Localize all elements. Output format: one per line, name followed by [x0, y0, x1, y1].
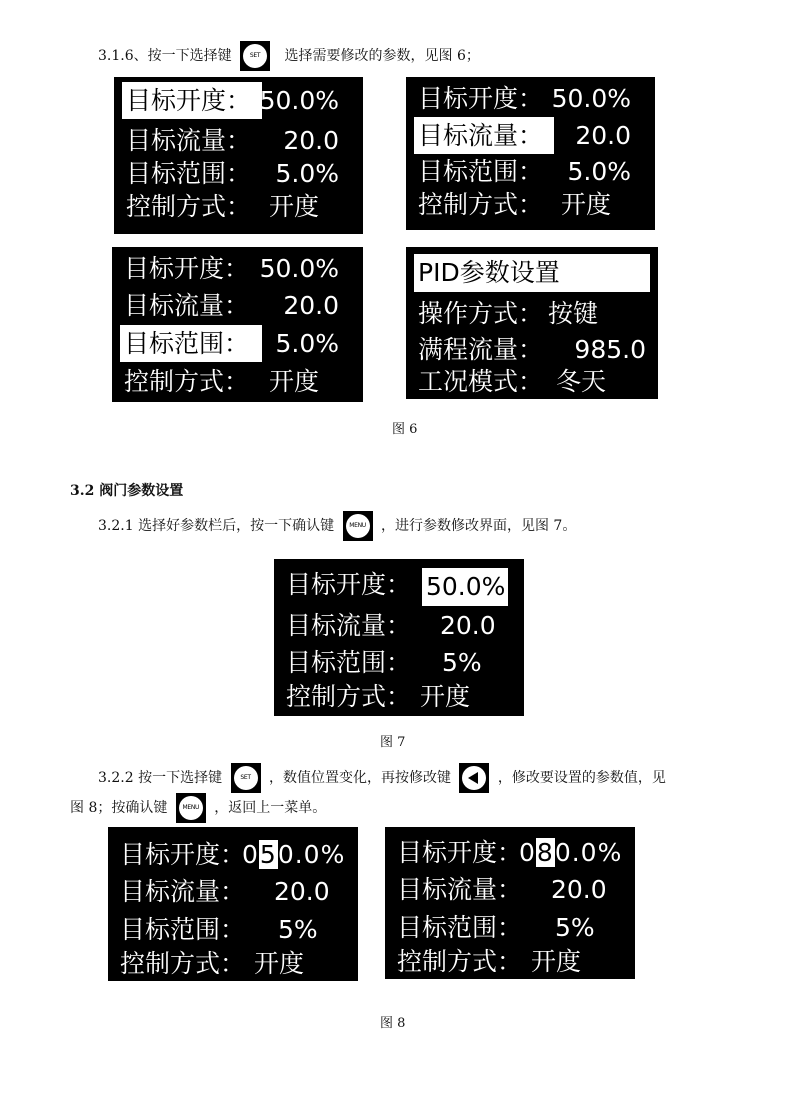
field-value: 5.0% [275, 159, 339, 188]
step-text: 3.2.1 选择好参数栏后，按一下确认键 [98, 518, 335, 534]
field-value: 50.0% [426, 572, 506, 601]
field-label: 目标范围： [418, 157, 544, 186]
menu-key-icon [343, 511, 373, 541]
step-text: ，数值位置变化，再按修改键 [268, 770, 451, 786]
figure-caption: 图 7 [380, 735, 406, 750]
lcd-screen-fig6-3 [112, 247, 363, 402]
field-value: 20.0 [274, 877, 330, 906]
field-label: 目标流量： [120, 877, 246, 906]
edit-cursor: 8 [536, 838, 554, 867]
field-label: 工况模式： [418, 367, 544, 396]
field-value: 50.0% [259, 86, 339, 115]
lcd-screen-fig7 [274, 559, 524, 716]
field-value: 20.0 [283, 126, 339, 155]
field-label: 目标开度： [286, 570, 412, 599]
edit-cursor: 5 [259, 840, 277, 869]
step-text: ，进行参数修改界面，见图 7。 [380, 518, 577, 534]
step-text: 图 8；按确认键 [70, 800, 168, 816]
step-3-1-6 [98, 41, 480, 71]
field-value: 5% [442, 648, 482, 677]
menu-key-label: MENU [346, 514, 370, 538]
figure-caption: 图 6 [392, 422, 418, 437]
field-label: 控制方式： [397, 947, 523, 976]
field-label: 目标流量： [418, 121, 544, 150]
field-label: 目标开度： [418, 84, 544, 113]
lcd-screen-fig8-1 [108, 827, 358, 981]
value-digit: 0 [519, 838, 536, 867]
field-value: 开度 [269, 367, 320, 396]
menu-title: PID参数设置 [418, 258, 560, 287]
field-value: 20.0 [551, 875, 607, 904]
field-value: 冬天 [556, 367, 607, 396]
step-3-2-1 [98, 511, 576, 541]
menu-key-label: MENU [179, 796, 203, 820]
field-value: 50.0% [259, 254, 339, 283]
lcd-screen-fig6-2 [406, 77, 655, 230]
field-value: 开度 [531, 947, 582, 976]
field-value: 985.0 [574, 335, 646, 364]
field-value: 开度 [254, 949, 305, 978]
field-label: 控制方式： [124, 367, 250, 396]
field-label: 控制方式： [126, 192, 252, 221]
field-label: 目标流量： [286, 611, 412, 640]
step-3-2-2 [98, 763, 666, 793]
lcd-screen-fig6-1 [114, 77, 363, 234]
field-label: 目标范围： [286, 648, 412, 677]
field-value: 20.0 [440, 611, 496, 640]
field-value: 开度 [420, 682, 471, 711]
step-text: 3.2.2 按一下选择键 [98, 770, 223, 786]
step-3-2-2-cont [70, 793, 326, 823]
field-label: 操作方式： [418, 299, 544, 328]
field-label: 目标范围： [126, 159, 252, 188]
field-value: 50.0% [551, 84, 631, 113]
section-heading: 3.2 阀门参数设置 [70, 483, 184, 499]
field-value: 开度 [269, 192, 320, 221]
left-arrow-key-icon [459, 763, 489, 793]
lcd-screen-fig8-2 [385, 827, 635, 979]
set-key-label: SET [234, 766, 258, 790]
field-label: 满程流量： [418, 335, 544, 364]
field-label: 目标范围： [124, 329, 250, 358]
field-value: 20.0 [283, 291, 339, 320]
field-label: 目标开度： [126, 86, 252, 115]
set-key-icon [240, 41, 270, 71]
menu-key-icon [176, 793, 206, 823]
field-label: 目标流量： [126, 126, 252, 155]
set-key-label: SET [243, 44, 267, 68]
field-value: 按键 [548, 299, 599, 328]
value-digits: 0.0% [554, 838, 623, 867]
field-value: 5.0% [567, 157, 631, 186]
field-label: 控制方式： [286, 682, 412, 711]
field-label: 目标范围： [120, 915, 246, 944]
field-value: 5% [278, 915, 318, 944]
lcd-screen-fig6-4 [406, 247, 658, 399]
field-value: 开度 [561, 190, 612, 219]
field-label: 目标范围： [397, 913, 523, 942]
field-label: 目标开度： [397, 838, 523, 867]
field-label: 控制方式： [418, 190, 544, 219]
field-value: 5.0% [275, 329, 339, 358]
field-label: 控制方式： [120, 949, 246, 978]
field-label: 目标流量： [397, 875, 523, 904]
field-label: 目标开度： [124, 254, 250, 283]
step-text: 3.1.6、按一下选择键 [98, 48, 232, 64]
value-digits: 0.0% [277, 840, 346, 869]
value-digit: 0 [242, 840, 259, 869]
step-text: 选择需要修改的参数，见图 6； [284, 48, 480, 64]
field-label: 目标流量： [124, 291, 250, 320]
step-text: ，返回上一菜单。 [214, 800, 327, 816]
field-label: 目标开度： [120, 840, 246, 869]
set-key-icon [231, 763, 261, 793]
field-value: 20.0 [575, 121, 631, 150]
field-value: 5% [555, 913, 595, 942]
step-text: ，修改要设置的参数值，见 [497, 770, 666, 786]
field-value [519, 836, 622, 869]
field-value [242, 838, 345, 871]
figure-caption: 图 8 [380, 1016, 406, 1031]
